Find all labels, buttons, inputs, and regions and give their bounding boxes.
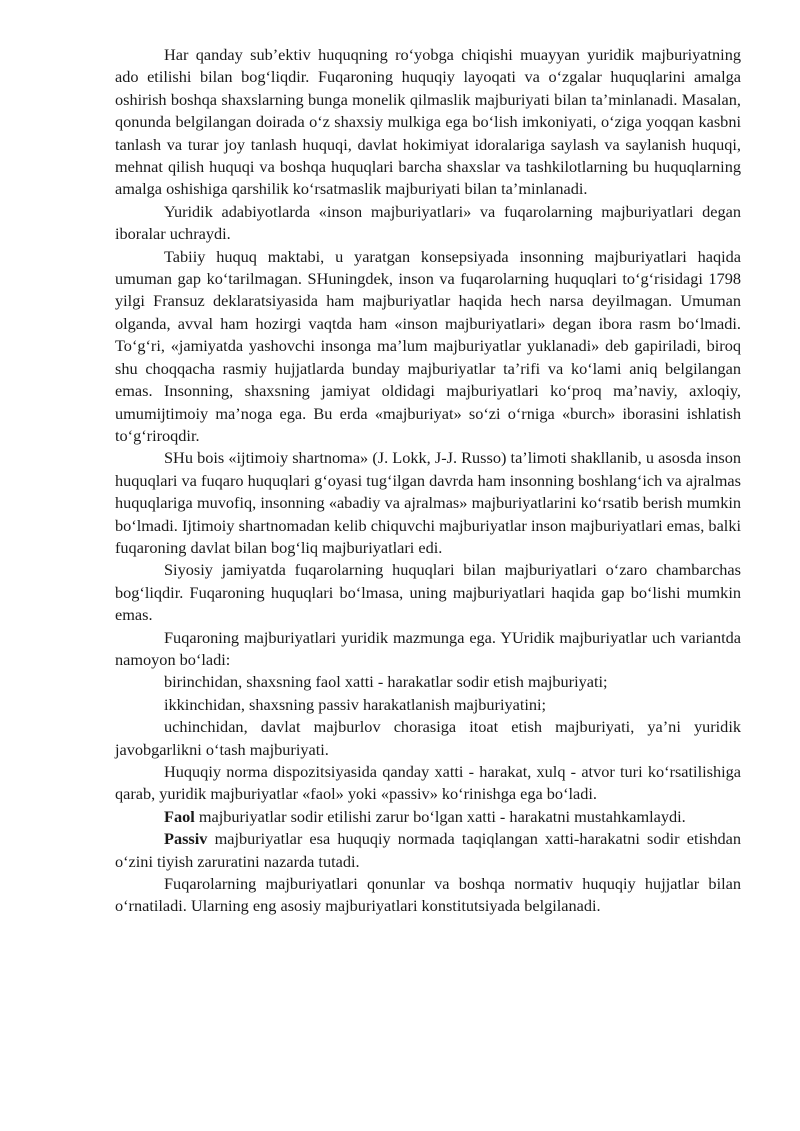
- passive-duty-text: majburiyatlar esa huquqiy normada taqiqlangan xatti-harakatni sodir etishdan o‘zini tiyish zaruratini nazarda tutadi.: [115, 829, 741, 871]
- paragraph-constitution: Fuqarolarning majburiyatlari qonunlar va boshqa normativ huquqiy hujjatlar bilan o‘rnatiladi. Ularning eng asosiy majburiyatlari konstitutsiyada belgilanadi.: [115, 874, 741, 916]
- paragraph-obligation-intro: Har qanday sub’ektiv huquqning ro‘yobga chiqishi muayyan yuridik majburiyatning ado etilishi bilan bog‘liqdir. Fuqaroning huquqiy layoqati va o‘zgalar huquqlarini amalga oshirish boshqa shaxslarning bunga monelik qilmaslik majburiyati bilan ta’minlanadi. Masalan, qonunda belgilangan doirada o‘z shaxsiy mulkiga ega bo‘lish imkoniyati, o‘ziga yoqqan kasbni tanlash va turar joy tanlash huquqi, davlat hokimiyat idoralariga saylash va saylanish huquqi, mehnat qilish huquqi va boshqa huquqlari barcha shaxslar va tashkilotlarning bu huquqlarning amalga oshishiga qarshilik ko‘rsatmaslik majburiyati bilan ta’minlanadi.: [115, 45, 741, 199]
- term-passiv: Passiv: [164, 829, 208, 849]
- paragraph-disposition: Huquqiy norma dispozitsiyasida qanday xatti - harakat, xulq - atvor turi ko‘rsatilishiga qarab, yuridik majburiyatlar «faol» yoki «passiv» ko‘rinishga ega bo‘ladi.: [115, 762, 741, 804]
- paragraph-social-contract: SHu bois «ijtimoiy shartnoma» (J. Lokk, J-J. Russo) ta’limoti shakllanib, u asosda inson huquqlari va fuqaro huquqlari g‘oyasi tug‘ilgan davrda ham insonning boshlang‘ich va ajralmas huquqlariga muvofiq, insonning «abadiy va ajralmas» majburiyatlarini ko‘rsatib berish mumkin bo‘lmadi. Ijtimoiy shartnomadan kelib chiquvchi majburiyatlar inson majburiyatlari emas, balki fuqaroning davlat bilan bog‘liq majburiyatlari edi.: [115, 448, 741, 557]
- term-faol: Faol: [164, 806, 195, 826]
- list-item-third: uchinchidan, davlat majburlov chorasiga itoat etish majburiyati, ya’ni yuridik javobgarlikni o‘tash majburiyati.: [115, 717, 741, 759]
- paragraph-political-society: Siyosiy jamiyatda fuqarolarning huquqlari bilan majburiyatlari o‘zaro chambarchas bog‘liqdir. Fuqaroning huquqlari bo‘lmasa, uning majburiyatlari haqida gap bo‘lishi mumkin emas.: [115, 560, 741, 625]
- paragraph-passive-duty: [115, 828, 741, 873]
- list-item-first: birinchidan, shaxsning faol xatti - harakatlar sodir etish majburiyati;: [164, 672, 608, 692]
- list-item-second: ikkinchidan, shaxsning passiv harakatlanish majburiyatini;: [164, 694, 547, 714]
- paragraph-natural-law: Tabiiy huquq maktabi, u yaratgan konsepsiyada insonning majburiyatlari haqida umuman gap ko‘tarilmagan. SHuningdek, inson va fuqarolarning huquqlari to‘g‘risidagi 1798 yilgi Fransuz deklaratsiyasida ham majburiyatlar haqida hech narsa deyilmagan. Umuman olganda, avval ham hozirgi vaqtda ham «inson majburiyatlari» degan ibora rasm bo‘lmadi. To‘g‘ri, «jamiyatda yashovchi insonga ma’lum majburiyatlar yuklanadi» deb gapiriladi, biroq shu choqqacha rasmiy hujjatlarda bunday majburiyatlar ta’rifi va ko‘lami aniq belgilangan emas. Insonning, shaxsning jamiyat oldidagi majburiyatlari ko‘proq ma’naviy, axloqiy, umumijtimoiy ma’noga ega. Bu erda «majburiyat» so‘zi o‘rniga «burch» iborasini ishlatish to‘g‘riroqdir.: [115, 246, 741, 445]
- paragraph-active-duty: [115, 806, 741, 828]
- paragraph-legal-content: Fuqaroning majburiyatlari yuridik mazmunga ega. YUridik majburiyatlar uch variantda namoyon bo‘ladi:: [115, 627, 741, 669]
- document-page: [115, 44, 741, 918]
- paragraph-legal-literature: Yuridik adabiyotlarda «inson majburiyatlari» va fuqarolarning majburiyatlari degan iboralar uchraydi.: [115, 201, 741, 244]
- active-duty-text: majburiyatlar sodir etilishi zarur bo‘lgan xatti - harakatni mustahkamlaydi.: [194, 806, 686, 826]
